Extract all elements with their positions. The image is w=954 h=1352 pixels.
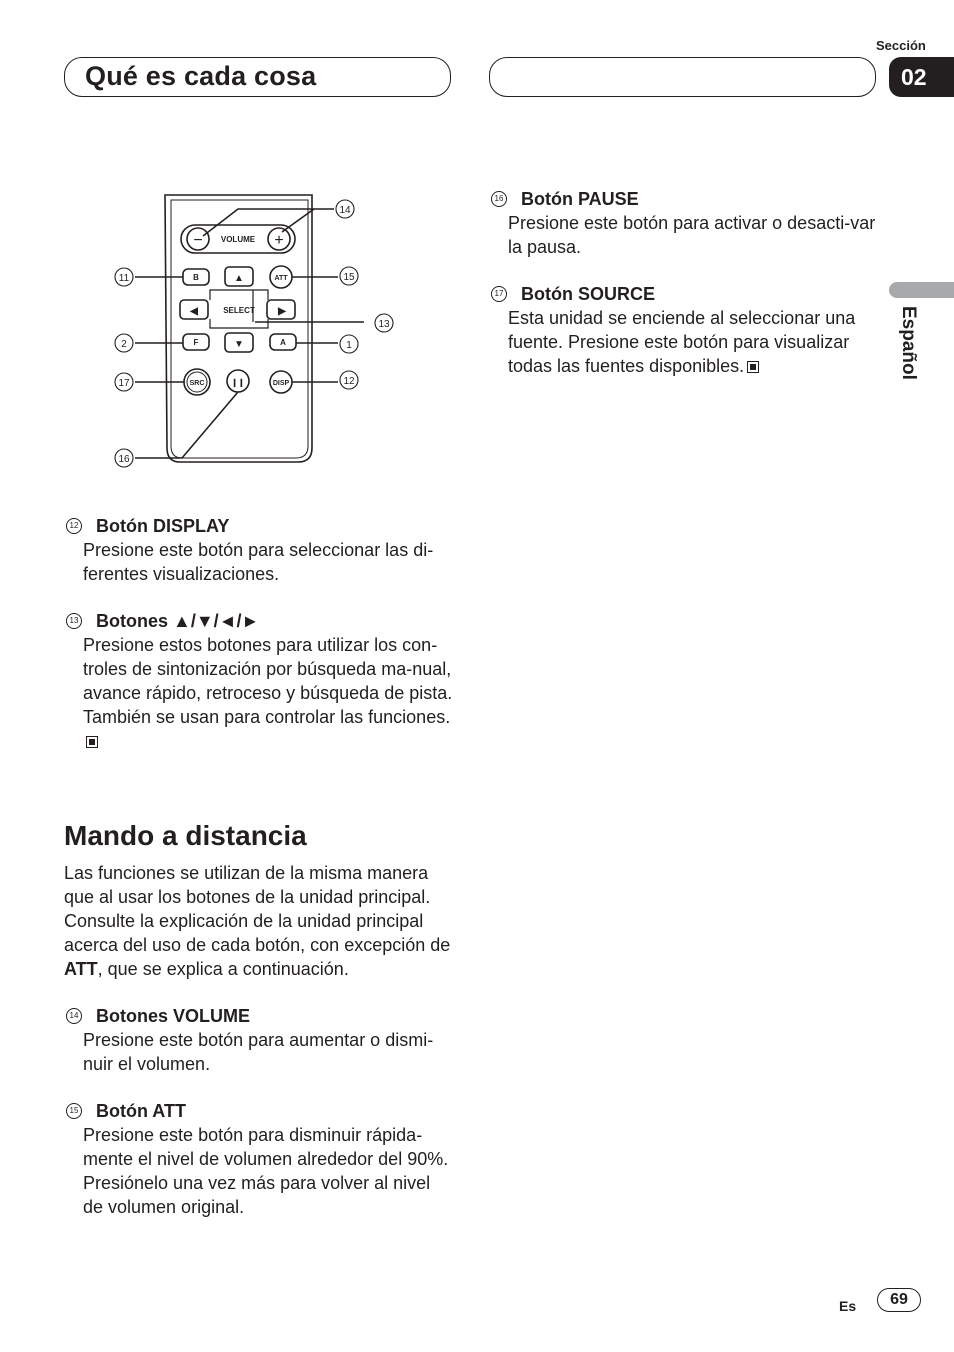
item-title: Botón SOURCE (521, 284, 655, 304)
end-mark-icon (747, 361, 759, 373)
item-body: Presione este botón para aumentar o dismi-nuir el volumen. (83, 1030, 434, 1074)
header-title-frame (64, 57, 451, 97)
item-title: Botón DISPLAY (96, 516, 230, 536)
item-body: Presione este botón para seleccionar las di-ferentes visualizaciones. (83, 540, 434, 584)
callout-16: 16 (118, 454, 130, 465)
item-number: 13 (66, 613, 82, 629)
item-number: 17 (491, 286, 507, 302)
att-label: ATT (274, 275, 288, 282)
item-title: Botón PAUSE (521, 189, 639, 209)
f-label: F (193, 338, 199, 347)
callout-17: 17 (118, 378, 130, 389)
item-number: 12 (66, 518, 82, 534)
item-body: Presione este botón para disminuir rápida-mente el nivel de volumen alrededor del 90%. Presiónelo una vez más para volver al nivel de volumen original. (83, 1125, 449, 1217)
callout-line-16 (135, 392, 238, 458)
item-title: Botones VOLUME (96, 1006, 251, 1026)
item-title: Botones ▲/▼/◄/► (96, 611, 260, 631)
page-title: Qué es cada cosa (85, 61, 317, 91)
end-mark-icon (86, 736, 98, 748)
down-glyph: ▼ (234, 339, 244, 350)
item-arrow-buttons (64, 609, 454, 753)
remote-section-heading: Mando a distancia (64, 820, 307, 851)
item-pause (489, 187, 881, 259)
item-number: 14 (66, 1008, 82, 1024)
item-body: Presione este botón para activar o desacti-var la pausa. (508, 213, 876, 257)
callout-line-14a (203, 209, 334, 236)
select-label: SELECT (223, 306, 255, 315)
language-tab-marker (889, 282, 954, 298)
language-label: Español (898, 306, 919, 380)
footer-language-code: Es (839, 1298, 857, 1314)
item-title: Botón ATT (96, 1101, 186, 1121)
disp-label: DISP (272, 380, 290, 387)
src-label: SRC (189, 380, 205, 387)
callout-12: 12 (343, 376, 355, 387)
callout-2: 2 (121, 339, 127, 350)
plus-glyph: + (274, 232, 284, 249)
item-display (64, 514, 454, 586)
callout-15: 15 (343, 272, 355, 283)
callout-13: 13 (378, 319, 390, 330)
intro-bold-att: ATT (64, 959, 98, 979)
right-glyph: ▶ (278, 306, 286, 317)
left-glyph: ◀ (190, 306, 198, 317)
volume-label: VOLUME (220, 235, 256, 244)
item-body: Presione estos botones para utilizar los con-troles de sintonización por búsqueda ma-nual, avance rápido, retroceso y búsqueda de pista. También se usan para controlar las funciones. (83, 635, 453, 727)
up-glyph: ▲ (234, 273, 244, 284)
intro-text: Las funciones se utilizan de la misma manera que al usar los botones de la unidad principal. Consulte la explicación de la unidad principal acerca del uso de cada botón, con excepción de (64, 863, 451, 955)
section-label: Sección (876, 38, 926, 53)
header-right-frame (489, 57, 876, 97)
item-volume (64, 1004, 454, 1076)
item-number: 16 (491, 191, 507, 207)
remote-control-figure (108, 190, 408, 470)
minus-glyph: − (193, 232, 203, 249)
item-att (64, 1099, 454, 1219)
callout-1: 1 (346, 340, 352, 351)
remote-intro-paragraph (64, 861, 454, 981)
section-number-badge: 02 (889, 57, 954, 97)
item-body: Esta unidad se enciende al seleccionar una fuente. Presione este botón para visualizar todas las fuentes disponibles. (508, 308, 856, 376)
item-source (489, 282, 881, 378)
callout-line-14b (282, 209, 314, 232)
intro-text-end: , que se explica a continuación. (97, 959, 349, 979)
callout-11: 11 (118, 273, 130, 284)
callout-14: 14 (339, 205, 351, 216)
item-number: 15 (66, 1103, 82, 1119)
a-label: A (280, 338, 286, 347)
pause-glyph: ❙❙ (231, 378, 245, 387)
b-label: B (193, 273, 199, 282)
page-number: 69 (877, 1288, 921, 1312)
